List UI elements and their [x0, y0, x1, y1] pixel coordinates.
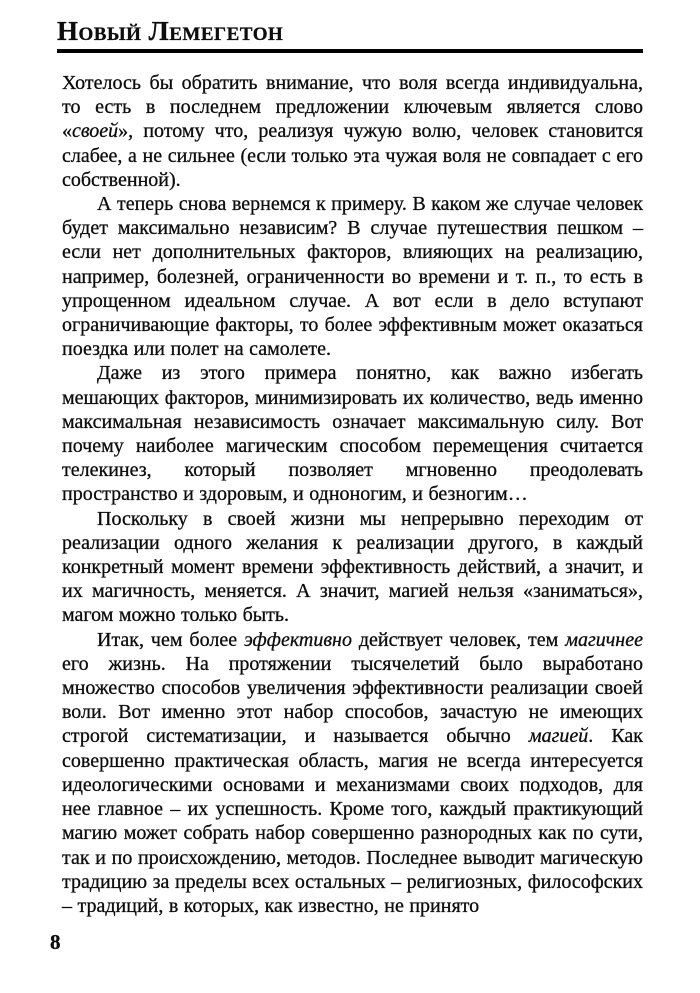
paragraph: А теперь снова вернемся к примеру. В каком же случае человек будет максимально независим? В случае путешествия пешком – если нет дополнительных факторов, влияющих на реализацию, например, болезней, ограниченности во времени и т. п., то есть в упрощенном идеальном случае. А вот если в дело вступают ограничивающие факторы, то более эффективным может оказаться поездка или полет на самолете. — [62, 193, 643, 361]
page-body — [62, 71, 643, 918]
paragraph: Хотелось бы обратить внимание, что воля всегда индивидуальна, то есть в последнем предложении ключевым является слово «своей», потому что, реализуя чужую волю, человек становится слабее, а не сильнее (если только эта чужая воля не совпадает с его собственной). — [62, 72, 643, 191]
paragraph: Даже из этого примера понятно, как важно избегать мешающих факторов, минимизировать их количество, ведь именно максимальная независимость означает максимальную силу. Вот почему наиболее магическим способом перемещения считается телекинез, который позволяет мгновенно преодолевать пространство и здоровым, и одноногим, и безногим… — [62, 362, 643, 506]
page-header — [57, 16, 643, 53]
running-title: Новый Лемегетон — [57, 16, 284, 46]
page-number: 8 — [50, 930, 61, 954]
paragraph: Итак, чем более эффективно действует человек, тем магичнее его жизнь. На протяжении тысячелетий было выработано множество способов увеличения эффективности реализации своей воли. Вот именно этот набор способов, зачастую не имеющих строгой систематизации, и называется обычно магией. Как совершенно практическая область, магия не всегда интересуется идеологическими основами и механизмами своих подходов, для нее главное – их успешность. Кроме того, каждый практикующий магию может собрать набор совершенно разнородных как по сути, так и по происхождению, методов. Последнее выводит магическую традицию за пределы всех остальных – религиозных, философских – традиций, в которых, как известно, не принято — [62, 628, 644, 917]
paragraph: Поскольку в своей жизни мы непрерывно переходим от реализации одного желания к реализации другого, в каждый конкретный момент времени эффективность действий, а значит, и их магичность, меняется. А значит, магией нельзя «заниматься», магом можно только быть. — [62, 507, 643, 627]
header-rule — [57, 49, 643, 53]
